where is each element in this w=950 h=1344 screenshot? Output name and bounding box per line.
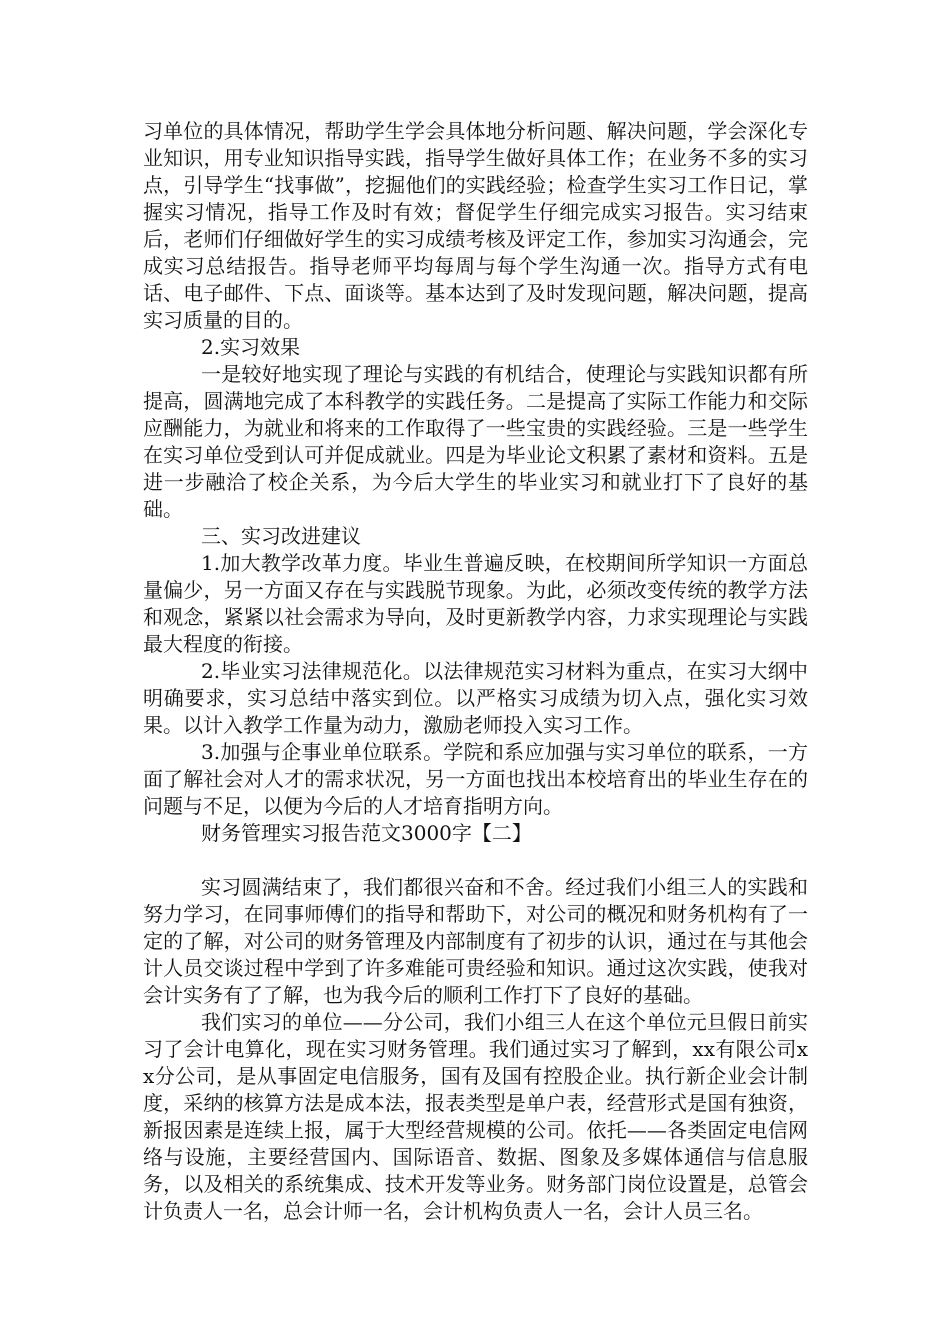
document-page <box>143 118 808 1225</box>
paragraph-internship-effect: 一是较好地实现了理论与实践的有机结合，使理论与实践知识都有所提高，圆满地完成了本科教学的实践任务。二是提高了实际工作能力和交际应酬能力，为就业和将来的工作取得了一些宝贵的实践经验。三是一些学生在实习单位受到认可并促成就业。四是为毕业论文积累了素材和资料。五是进一步融洽了校企关系，为今后大学生的毕业实习和就业打下了良好的基础。 <box>143 362 808 521</box>
paragraph-intro: 实习圆满结束了，我们都很兴奋和不舍。经过我们小组三人的实践和努力学习，在同事师傅们的指导和帮助下，对公司的概况和财务机构有了一定的了解，对公司的财务管理及内部制度有了初步的认识，通过在与其他会计人员交谈过程中学到了许多难能可贵经验和知识。通过这次实践，使我对会计实务有了了解，也为我今后的顺利工作打下了良好的基础。 <box>143 875 808 1007</box>
paragraph-company-overview: 我们实习的单位——分公司，我们小组三人在这个单位元旦假日前实习了会计电算化，现在实习财务管理。我们通过实习了解到，xx有限公司xx分公司，是从事固定电信服务，国有及国有控股企业。执行新企业会计制度，采纳的核算方法是成本法，报表类型是单户表，经营形式是国有独资，新报因素是连续上报，属于大型经营规模的公司。依托——各类固定电信网络与设施，主要经营国内、国际语音、数据、图象及多媒体通信与信息服务，以及相关的系统集成、技术开发等业务。财务部门岗位设置是，总管会计负责人一名，总会计师一名，会计机构负责人一名，会计人员三名。 <box>143 1010 808 1223</box>
paragraph-suggestion-3: 3.加强与企事业单位联系。学院和系应加强与实习单位的联系，一方面了解社会对人才的需求状况，另一方面也找出本校培育出的毕业生存在的问题与不足，以便为今后的人才培育指明方向。 <box>143 740 808 818</box>
paragraph-continuation: 习单位的具体情况，帮助学生学会具体地分析问题、解决问题，学会深化专业知识，用专业知识指导实践，指导学生做好具体工作；在业务不多的实习点，引导学生“找事做”，挖掘他们的实践经验；检查学生实习工作日记，掌握实习情况，指导工作及时有效；督促学生仔细完成实习报告。实习结束后，老师们仔细做好学生的实习成绩考核及评定工作，参加实习沟通会，完成实习总结报告。指导老师平均每周与每个学生沟通一次。指导方式有电话、电子邮件、下点、面谈等。基本达到了及时发现问题，解决问题，提高实习质量的目的。 <box>143 119 808 332</box>
section-heading-improvement: 三、实习改进建议 <box>201 524 361 548</box>
blank-line <box>143 847 808 874</box>
section-heading-internship-effect: 2.实习效果 <box>201 335 301 359</box>
paragraph-suggestion-1: 1.加大教学改革力度。毕业生普遍反映，在校期间所学知识一方面总量偏少，另一方面又存在与实践脱节现象。为此，必须改变传统的教学方法和观念，紧紧以社会需求为导向，及时更新教学内容，力求实现理论与实践最大程度的衔接。 <box>143 551 808 656</box>
paragraph-suggestion-2: 2.毕业实习法律规范化。以法律规范实习材料为重点，在实习大纲中明确要求，实习总结中落实到位。以严格实习成绩为切入点，强化实习效果。以计入教学工作量为动力，激励老师投入实习工作。 <box>143 659 808 737</box>
article-title-part-two: 财务管理实习报告范文3000字【二】 <box>201 821 532 845</box>
